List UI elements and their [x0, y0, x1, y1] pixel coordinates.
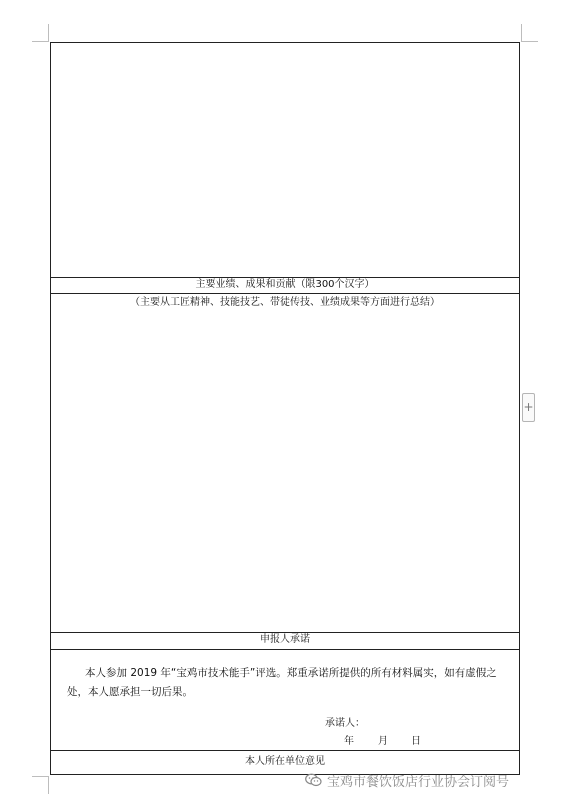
crop-mark [48, 24, 49, 41]
date-day: 日 [411, 736, 421, 747]
date-year: 年 [344, 736, 354, 747]
promise-header: 申报人承诺 [260, 634, 310, 645]
achievements-guide: （主要从工匠精神、技能技艺、带徒传技、业绩成果等方面进行总结） [130, 297, 440, 308]
table-divider [51, 750, 519, 751]
application-form-table [50, 42, 520, 775]
crop-mark [521, 24, 522, 41]
crop-mark [521, 41, 538, 42]
watermark-text: 宝鸡市餐饮饭店行业协会订阅号 [327, 774, 510, 790]
date-month: 月 [378, 736, 388, 747]
achievements-header: 主要业绩、成果和贡献（限300个汉字） [195, 279, 375, 290]
crop-mark [48, 777, 49, 794]
promise-cell[interactable] [51, 650, 519, 749]
promise-statement: 本人参加 2019 年“宝鸡市技术能手”评选。郑重承诺所提供的所有材料属实，如有虚假之处，本人愿承担一切后果。 [67, 667, 497, 698]
blank-cell-top[interactable] [51, 43, 519, 277]
wechat-watermark [305, 769, 560, 791]
achievements-cell[interactable] [51, 294, 519, 631]
expand-panel-button[interactable] [522, 393, 535, 422]
crop-mark [32, 41, 49, 42]
plus-icon: + [523, 400, 534, 414]
wechat-icon [305, 773, 322, 787]
crop-mark [32, 776, 49, 777]
signer-label: 承诺人： [325, 718, 365, 729]
unit-opinion-header: 本人所在单位意见 [245, 756, 325, 767]
